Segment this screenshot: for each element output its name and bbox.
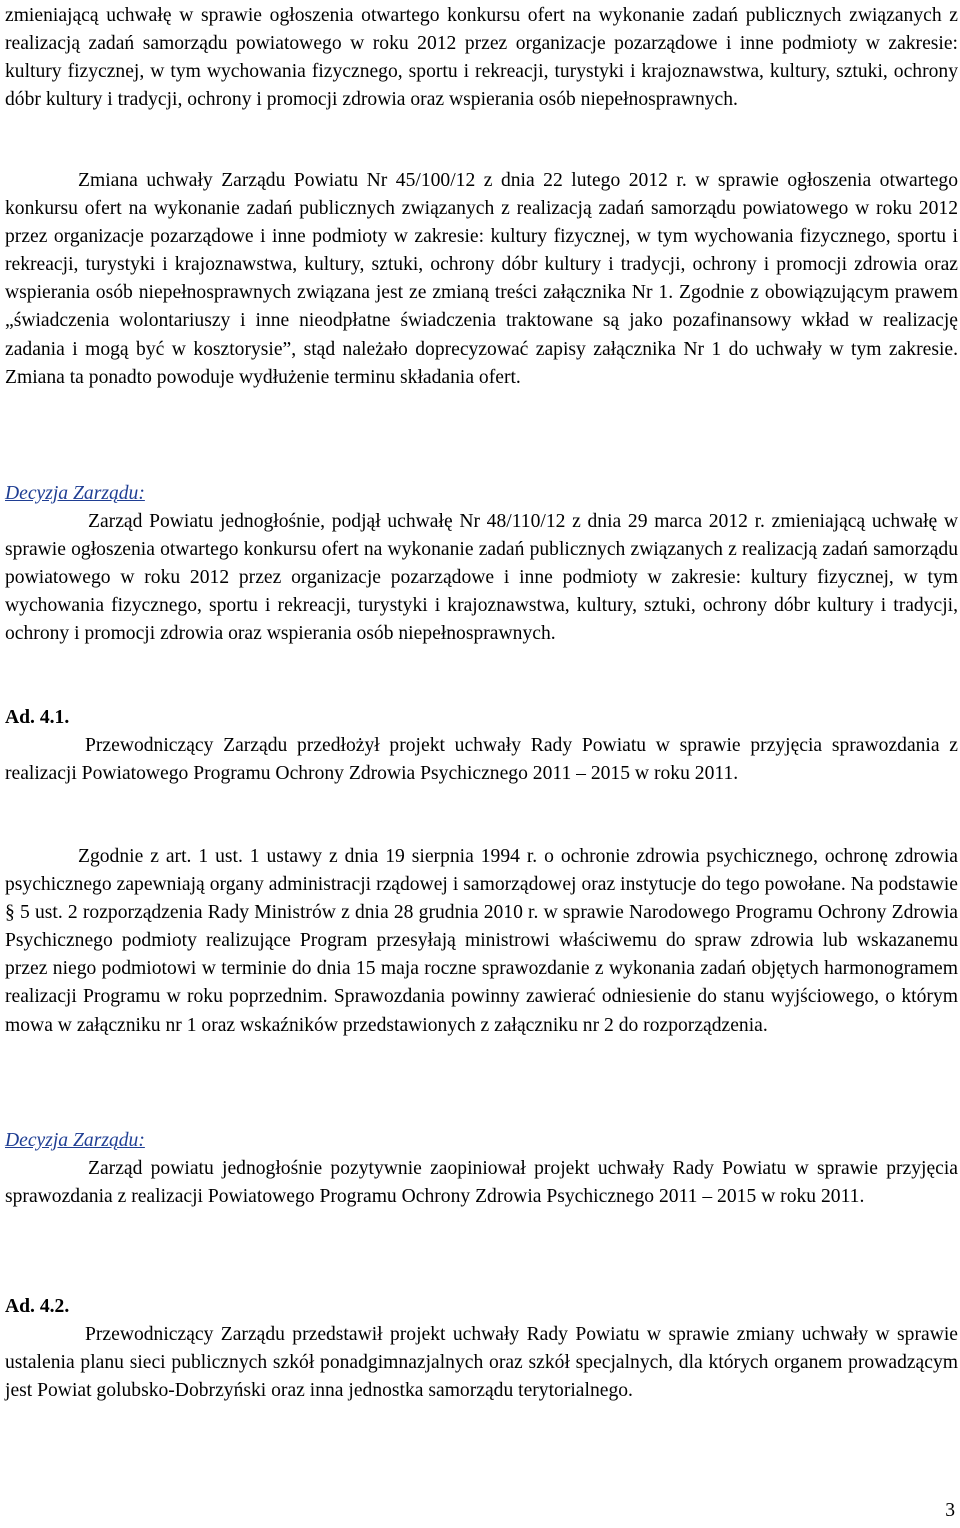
paragraph-amendment-justification: Zmiana uchwały Zarządu Powiatu Nr 45/100/12 z dnia 22 lutego 2012 r. w sprawie ogłoszenia otwartego konkursu ofert na wykonanie zadań publicznych związanych z realizacją zadań samorządu powiatowego w roku 2012 przez organizacje pozarządowe i inne podmioty w zakresie: kultury fizycznej, w tym wychowania fizycznego, sportu i rekreacji, turystyki i krajoznawstwa, kultury, sztuki, ochrony dóbr kultury i tradycji, ochrony i promocji zdrowia oraz wspierania osób niepełnosprawnych związana jest ze zmianą treści załącznika Nr 1. Zgodnie z obowiązującym prawem „świadczenia wolontariuszy i inne nieodpłatne świadczenia traktowane są jako pozafinansowy wkład w realizację zadania i mogą być w kosztorysie”, stąd należało doprecyzować zapisy załącznika Nr 1 do uchwały w tym zakresie. Zmiana ta ponadto powoduje wydłużenie terminu składania ofert. (5, 170, 958, 388)
agenda-item-heading-4-1: Ad. 4.1. (5, 707, 70, 728)
decision-heading-1: Decyzja Zarządu: (5, 483, 145, 504)
agenda-item-text-4-1: Przewodniczący Zarządu przedłożył projekt uchwały Rady Powiatu w sprawie przyjęcia sprawozdania z realizacji Powiatowego Programu Ochrony Zdrowia Psychicznego 2011 – 2015 w roku 2011. (5, 735, 958, 785)
decision-heading-2: Decyzja Zarządu: (5, 1130, 145, 1151)
decision-text-1: Zarząd Powiatu jednogłośnie, podjął uchwałę Nr 48/110/12 z dnia 29 marca 2012 r. zmieniającą uchwałę w sprawie ogłoszenia otwartego konkursu ofert na wykonanie zadań publicznych związanych z realizacją zadań samorządu powiatowego w roku 2012 przez organizacje pozarządowe i inne podmioty w zakresie: kultury fizycznej, w tym wychowania fizycznego, sportu i rekreacji, turystyki i krajoznawstwa, kultury, sztuki, ochrony dóbr kultury i tradycji, ochrony i promocji zdrowia oraz wspierania osób niepełnosprawnych. (5, 511, 958, 645)
legal-basis-paragraph: Zgodnie z art. 1 ust. 1 ustawy z dnia 19 sierpnia 1994 r. o ochronie zdrowia psychicznego, ochronę zdrowia psychicznego zapewniają organy administracji rządowej i samorządowej oraz instytucje do tego powołane. Na podstawie § 5 ust. 2 rozporządzenia Rady Ministrów z dnia 28 grudnia 2010 r. w sprawie Narodowego Programu Ochrony Zdrowia Psychicznego podmioty realizujące Program przesyłają ministrowi właściwemu do spraw zdrowia lub wskazanemu przez niego podmiotowi w terminie do dnia 15 maja roczne sprawozdanie z wykonania zadań objętych harmonogramem realizacji Programu w roku poprzednim. Sprawozdania powinny zawierać odniesienie do stanu wyjściowego, o którym mowa w załączniku nr 1 oraz wskaźników przedstawionych z załączniku nr 2 do rozporządzenia. (5, 846, 958, 1036)
page-number: 3 (945, 1500, 955, 1521)
paragraph-resolution-summary: zmieniającą uchwałę w sprawie ogłoszenia otwartego konkursu ofert na wykonanie zadań publicznych związanych z realizacją zadań samorządu powiatowego w roku 2012 przez organizacje pozarządowe i inne podmioty w zakresie: kultury fizycznej, w tym wychowania fizycznego, sportu i rekreacji, turystyki i krajoznawstwa, kultury, sztuki, ochrony dóbr kultury i tradycji, ochrony i promocji zdrowia oraz wspierania osób niepełnosprawnych. (5, 5, 958, 111)
agenda-item-text-4-2: Przewodniczący Zarządu przedstawił projekt uchwały Rady Powiatu w sprawie zmiany uchwały w sprawie ustalenia planu sieci publicznych szkół ponadgimnazjalnych oraz szkół specjalnych, dla których organem prowadzącym jest Powiat golubsko-Dobrzyński oraz inna jednostka samorządu terytorialnego. (5, 1324, 958, 1402)
decision-text-2: Zarząd powiatu jednogłośnie pozytywnie zaopiniował projekt uchwały Rady Powiatu w sprawie przyjęcia sprawozdania z realizacji Powiatowego Programu Ochrony Zdrowia Psychicznego 2011 – 2015 w roku 2011. (5, 1158, 958, 1208)
agenda-item-heading-4-2: Ad. 4.2. (5, 1296, 70, 1317)
